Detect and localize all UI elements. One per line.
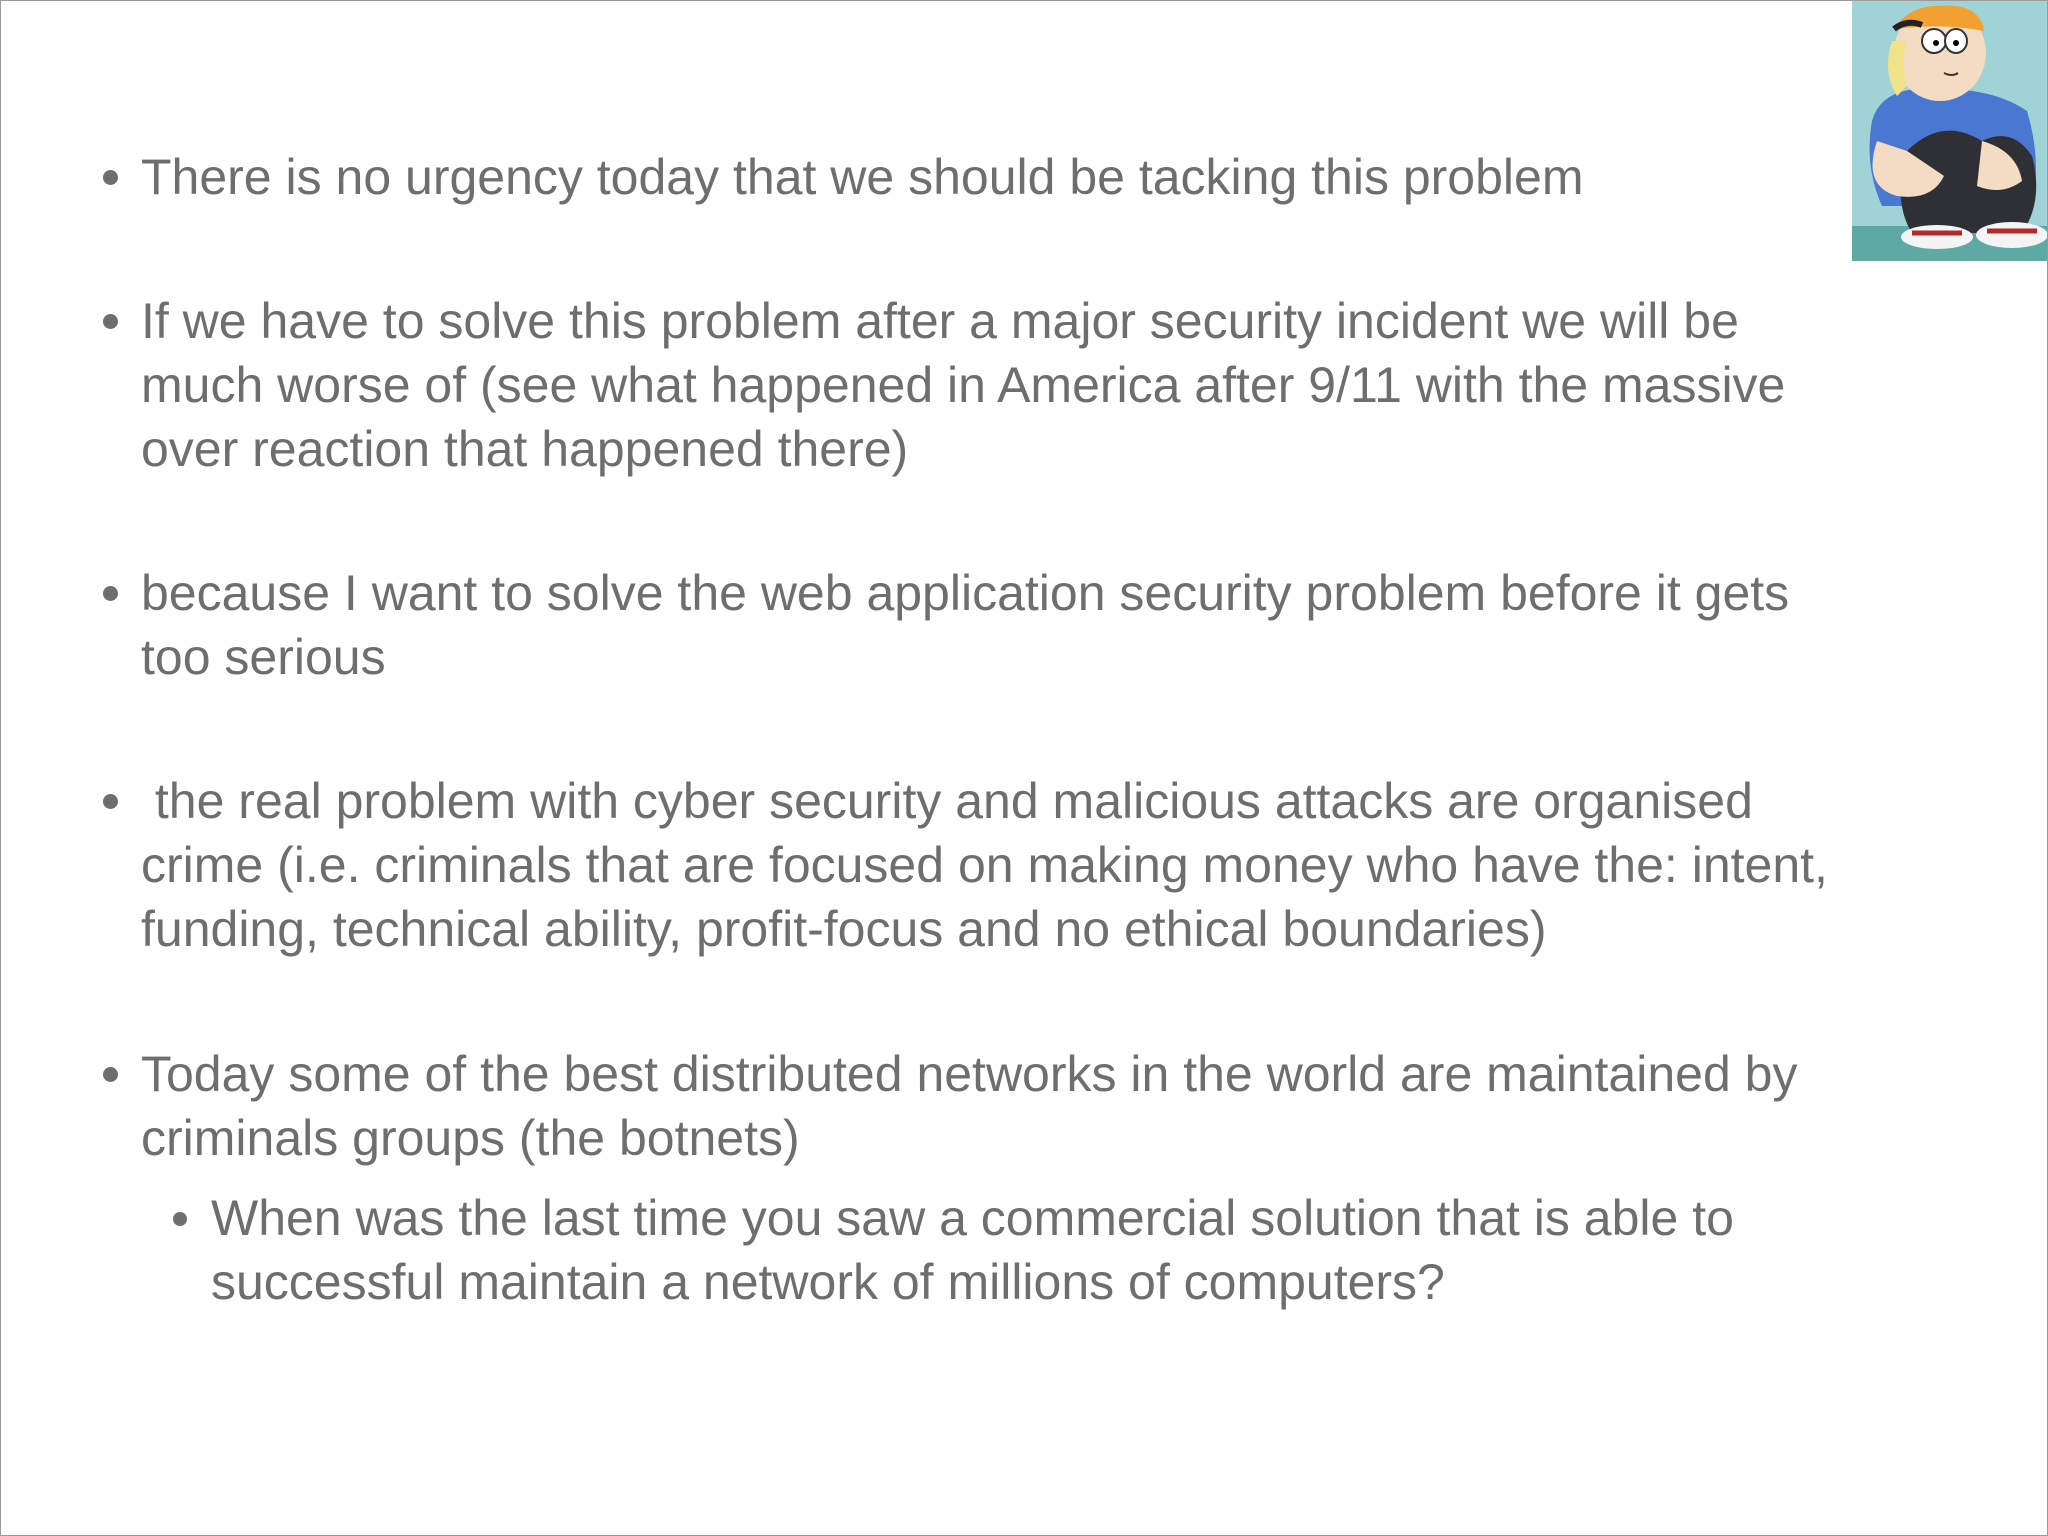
bullet-item bbox=[141, 289, 1941, 481]
bullet-dot bbox=[173, 1212, 187, 1226]
bullet-text: There is no urgency today that we should be tacking this problem bbox=[141, 149, 1584, 205]
bullet-item bbox=[141, 769, 1941, 961]
bullet-dot bbox=[103, 794, 118, 809]
sub-bullet-text: When was the last time you saw a commercial solution that is able to successful maintain a network of millions of computers? bbox=[211, 1190, 1734, 1310]
bullet-text: Today some of the best distributed networks in the world are maintained by criminals groups (the botnets) bbox=[141, 1046, 1798, 1166]
bullet-item bbox=[141, 1042, 1941, 1170]
cartoon-character-avatar bbox=[1852, 1, 2048, 261]
bullet-text: the real problem with cyber security and malicious attacks are organised crime (i.e. criminals that are focused on making money who have the: intent, funding, technical ability, profit-focus and no ethical boundaries) bbox=[141, 773, 1828, 957]
bullet-dot bbox=[103, 586, 118, 601]
bullet-item bbox=[141, 561, 1941, 689]
bullet-dot bbox=[103, 314, 118, 329]
bullet-text: If we have to solve this problem after a major security incident we will be much worse of (see what happened in America after 9/11 with the massive over reaction that happened there) bbox=[141, 293, 1786, 477]
sub-bullet-item bbox=[211, 1186, 1951, 1314]
bullet-item bbox=[141, 145, 1941, 209]
bullet-text: because I want to solve the web application security problem before it gets too serious bbox=[141, 565, 1790, 685]
bullet-dot bbox=[103, 170, 118, 185]
bullet-dot bbox=[103, 1067, 118, 1082]
avatar-illustration bbox=[1852, 1, 2048, 261]
